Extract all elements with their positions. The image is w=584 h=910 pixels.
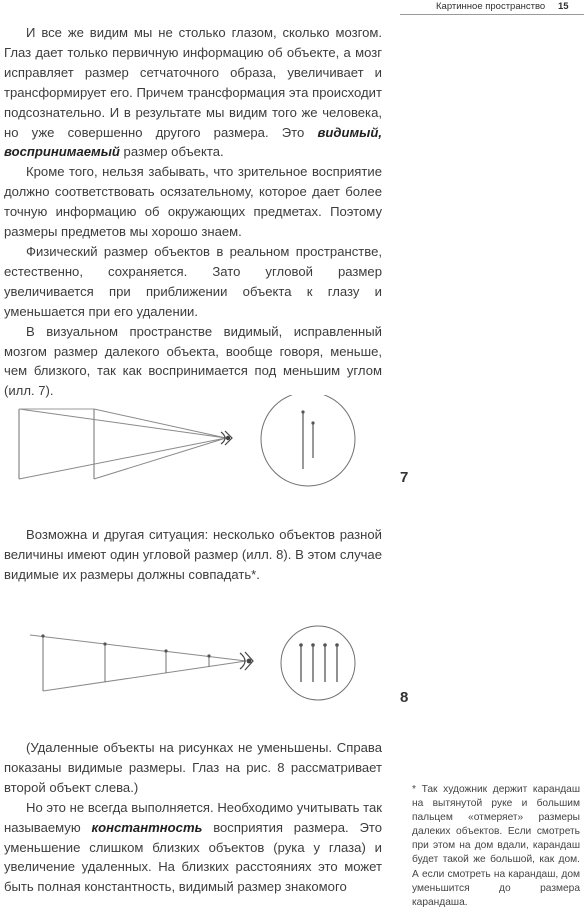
visual-field-circle-7 xyxy=(261,395,355,486)
paragraph-1-end: размер объекта. xyxy=(123,144,224,160)
paragraph-7-text: Но это не всегда выполняется. Необходимо учитывать так называемую xyxy=(4,799,382,835)
page-header xyxy=(400,0,584,14)
paragraph-7-emphasis: константность xyxy=(91,819,203,835)
paragraph-3: Физический размер объектов в реальном пространстве, естественно, сохраняется. Зато угловой размер увеличивается при приближении объекта к глазу и уменьшается при его удалении. xyxy=(4,243,382,319)
paragraph-6: (Удаленные объекты на рисунках не уменьшены. Справа показаны видимые размеры. Глаз на рис. 8 рассматривает второй объект слева.) xyxy=(4,740,382,795)
paragraph-2: Кроме того, нельзя забывать, что зрительное восприятие должно соответствовать осязательному, которое дает более точную информацию об окружающих предметах. Поэтому размеры предметов мы хорошо знаем. xyxy=(4,164,382,240)
section-title: Картинное пространство xyxy=(436,1,546,12)
figure-8-number: 8 xyxy=(400,689,409,706)
page-number: 15 xyxy=(558,1,569,12)
paragraph-1-text: И все же видим мы не столько глазом, сколько мозгом. Глаз дает только первичную информацию об объекте, а мозг исправляет размер сетчаточного образа, увеличивает и трансформирует его. Причем трансформация эта происходит подсознательно. И в результате мы видим того же человека, но уже совершенно другого размера. Это xyxy=(4,25,382,140)
paragraph-5: Возможна и другая ситуация: несколько объектов разной величины имеют один угловой размер (илл. 8). В этом случае видимые их размеры должны совпадать*. xyxy=(4,527,382,582)
text-block-lower xyxy=(4,738,382,897)
footnote xyxy=(412,783,580,910)
paragraph-7 xyxy=(4,798,382,898)
visual-field-circle-8 xyxy=(281,626,355,700)
illustration-8 xyxy=(0,618,420,708)
text-block-middle xyxy=(4,525,382,585)
paragraph-1 xyxy=(4,23,382,162)
paragraph-4: В визуальном пространстве видимый, исправленный мозгом размер далекого объекта, вообще говоря, меньше, чем близкого, так как воспринимается под меньшим углом (илл. 7). xyxy=(4,323,382,399)
paragraph-1-emphasis: видимый, воспринимаемый xyxy=(4,124,382,160)
figure-7-number: 7 xyxy=(400,469,409,486)
illustration-7 xyxy=(0,395,420,515)
footnote-text: * Так художник держит карандаш на вытянутой руке и большим пальцем «отмеряет» размеры далеких объектов. Если смотреть при этом на дом вдали, карандаш будет такой же большой, как дом. А если смотреть на карандаш, дом уменьшится до размера карандаша. xyxy=(412,784,580,908)
paragraph-7-end: восприятия размера. Это уменьшение слишком близких объектов (рука у глаза) и увеличение удаленных. На близких расстояниях это может быть полная константность, видимый размер знакомого xyxy=(4,819,383,895)
text-block-upper xyxy=(4,23,382,401)
